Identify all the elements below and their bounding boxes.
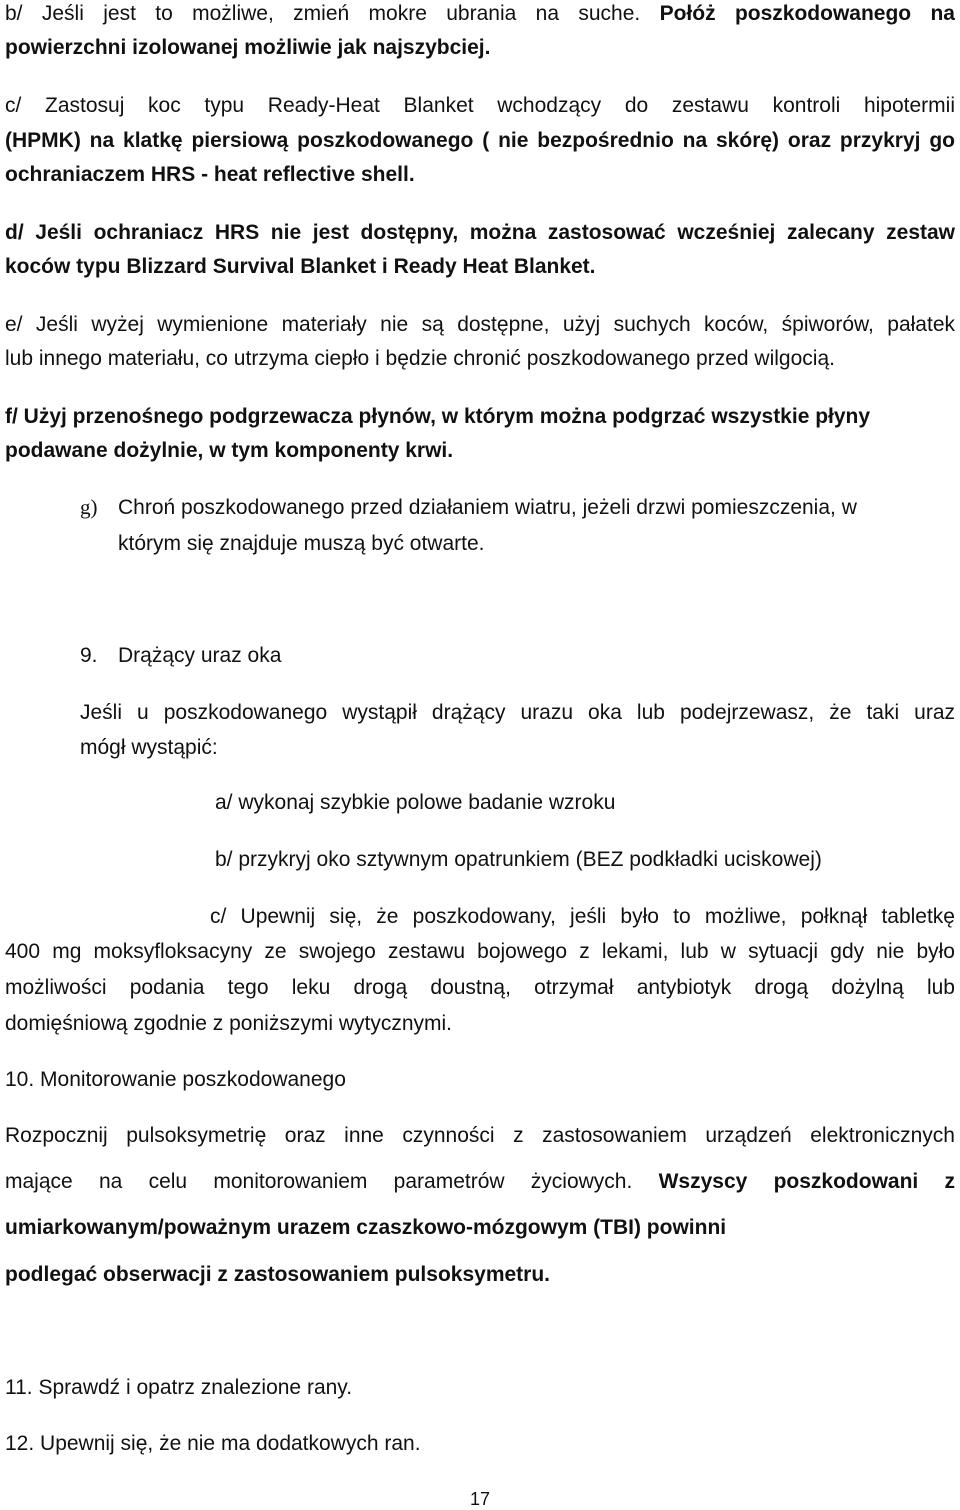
section-10-line-1: Rozpocznij pulsoksymetrię oraz inne czynności z zastosowaniem urządzeń elektronicznych xyxy=(5,1124,955,1147)
section-10-line-3: umiarkowanym/poważnym urazem czaszkowo-mózgowym (TBI) powinni xyxy=(5,1216,727,1239)
para-b-line-1 xyxy=(5,3,955,24)
para-b-bold-text: Połóż poszkodowanego na xyxy=(659,2,955,25)
section-10-heading: 10. Monitorowanie poszkodowanego xyxy=(5,1068,346,1091)
section-9-intro-line-2: mógł wystąpić: xyxy=(80,736,218,759)
para-c-line-3: ochraniaczem HRS - heat reflective shell. xyxy=(5,163,415,186)
section-9-item-c-line-4: domięśniową zgodnie z poniższymi wytycznymi. xyxy=(5,1012,452,1035)
section-10-line-4: podlegać obserwacji z zastosowaniem pulsoksymetru. xyxy=(5,1263,550,1286)
section-9-item-c-line-1: c/ Upewnij się, że poszkodowany, jeśli było to możliwe, połknął tabletkę xyxy=(210,905,955,928)
para-e-line-2: lub innego materiału, co utrzyma ciepło i będzie chronić poszkodowanego przed wilgocią. xyxy=(5,347,835,370)
section-9-item-c-line-2: 400 mg moksyfloksacyny ze swojego zestawu bojowego z lekami, lub w sytuacji gdy nie było xyxy=(5,940,955,963)
para-d-line-1: d/ Jeśli ochraniacz HRS nie jest dostępny, można zastosować wcześniej zalecany zestaw xyxy=(5,221,955,244)
section-9-item-a: a/ wykonaj szybkie polowe badanie wzroku xyxy=(215,791,616,814)
section-10-bold-text: Wszyscy poszkodowani z xyxy=(658,1170,955,1193)
section-9-title: Drążący uraz oka xyxy=(118,644,282,667)
section-9-item-c-line-3: możliwości podania tego leku drogą doustną, otrzymał antybiotyk drogą dożylną lub xyxy=(5,976,955,999)
section-9-intro-line-1: Jeśli u poszkodowanego wystąpił drążący urazu oka lub podejrzewasz, że taki uraz xyxy=(80,701,955,724)
section-9-number: 9. xyxy=(80,644,98,667)
para-d-line-2: koców typu Blizzard Survival Blanket i Ready Heat Blanket. xyxy=(5,255,596,278)
section-10-text: mające na celu monitorowaniem parametrów życiowych. xyxy=(5,1170,659,1193)
para-c-line-1: c/ Zastosuj koc typu Ready-Heat Blanket wchodzący do zestawu kontroli hipotermii xyxy=(5,94,955,117)
section-12: 12. Upewnij się, że nie ma dodatkowych ran. xyxy=(5,1432,421,1455)
page-number: 17 xyxy=(469,1489,491,1509)
para-f-line-2: podawane dożylnie, w tym komponenty krwi. xyxy=(5,439,454,462)
para-g-line-1: Chroń poszkodowanego przed działaniem wiatru, jeżeli drzwi pomieszczenia, w xyxy=(118,496,857,519)
section-9-item-b: b/ przykryj oko sztywnym opatrunkiem (BEZ podkładki uciskowej) xyxy=(215,848,822,871)
para-f-line-1: f/ Użyj przenośnego podgrzewacza płynów, w którym można podgrzać wszystkie płyny xyxy=(5,405,871,428)
para-b-text: b/ Jeśli jest to możliwe, zmień mokre ubrania na suche. xyxy=(5,2,660,25)
para-e-line-1: e/ Jeśli wyżej wymienione materiały nie są dostępne, użyj suchych koców, śpiworów, pałatek xyxy=(5,313,955,336)
section-11: 11. Sprawdź i opatrz znalezione rany. xyxy=(5,1376,353,1399)
para-g-marker: g) xyxy=(80,495,98,519)
para-c-line-2: (HPMK) na klatkę piersiową poszkodowanego ( nie bezpośrednio na skórę) oraz przykryj go xyxy=(5,129,955,152)
para-b-line-2: powierzchni izolowanej możliwie jak najszybciej. xyxy=(5,36,491,59)
para-g-line-2: którym się znajduje muszą być otwarte. xyxy=(118,532,485,555)
section-10-line-2 xyxy=(5,1171,955,1192)
